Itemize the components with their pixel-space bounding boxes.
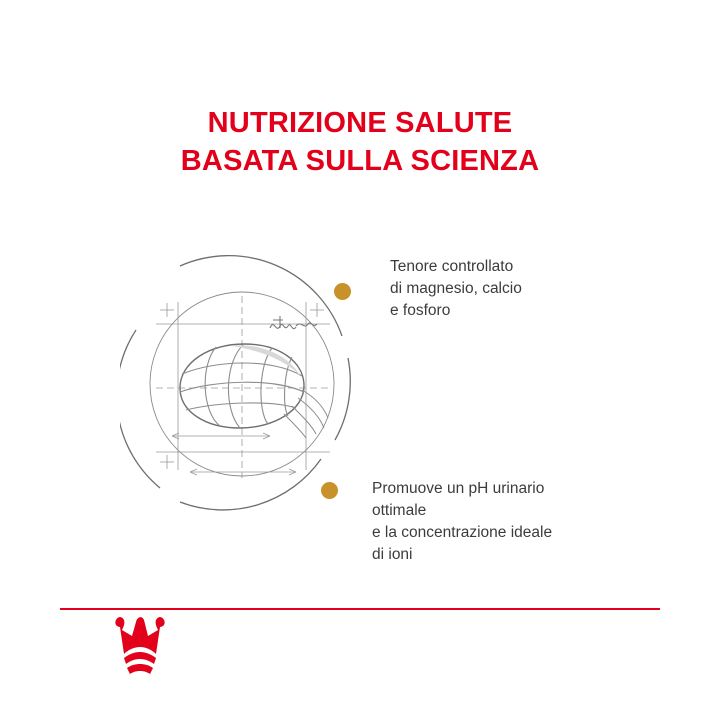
page-title-line-1: NUTRIZIONE SALUTE [207, 107, 513, 139]
callout-ph-line-4: di ioni [372, 546, 413, 563]
callout-ph [372, 478, 662, 566]
page-title [60, 104, 660, 180]
callout-dot-1 [334, 283, 351, 300]
callout-magnesium-line-2: di magnesio, calcio [390, 280, 522, 297]
page-title-line-2: BASATA SULLA SCIENZA [180, 145, 540, 177]
royal-canin-crown-logo [112, 614, 172, 678]
callout-magnesium-line-3: e fosforo [390, 302, 451, 319]
callout-dot-2 [321, 482, 338, 499]
callout-ph-line-3: e la concentrazione ideale [372, 524, 553, 541]
footer-divider [60, 608, 660, 610]
callout-magnesium-line-1: Tenore controllato [390, 258, 514, 275]
callout-ph-line-2: ottimale [372, 502, 427, 519]
callout-magnesium [390, 256, 650, 322]
crown-icon [112, 614, 172, 678]
callout-ph-line-1: Promuove un pH urinario [372, 480, 545, 497]
